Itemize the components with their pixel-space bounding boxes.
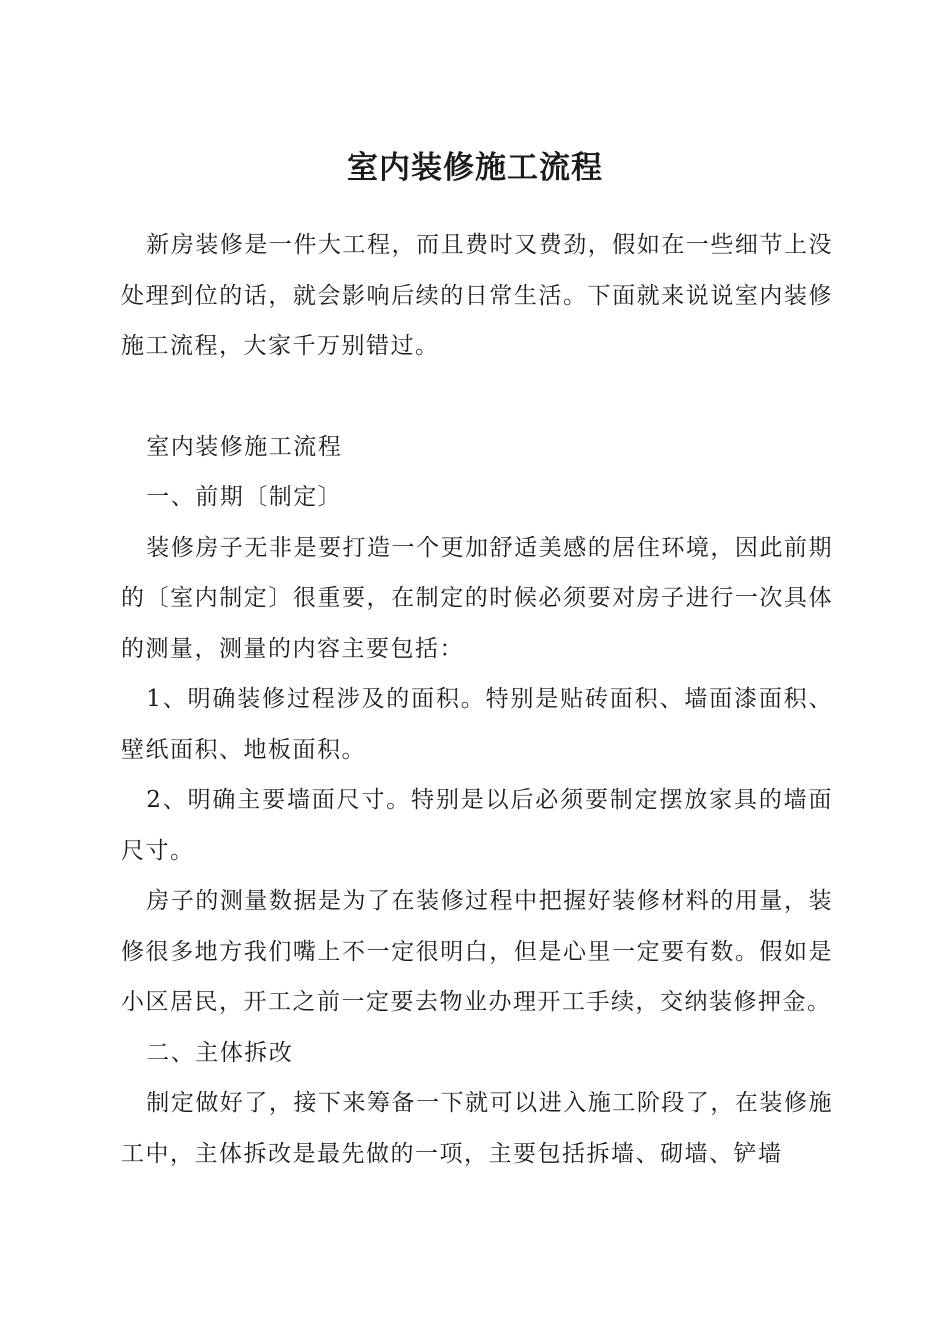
list-item-2: 2、明确主要墙面尺寸。特别是以后必须要制定摆放家具的墙面尺寸。 <box>121 787 833 864</box>
subsection-heading-2: 二、主体拆改 <box>146 1039 294 1066</box>
body-paragraph: 房子的测量数据是为了在装修过程中把握好装修材料的用量，装修很多地方我们嘴上不一定很明白，但是心里一定要有数。假如是小区居民，开工之前一定要去物业办理开工手续，交纳装修押金。 <box>121 888 833 1015</box>
document-title: 室内装修施工流程 <box>347 150 603 186</box>
body-paragraph: 制定做好了，接下来筹备一下就可以进入施工阶段了，在装修施工中，主体拆改是最先做的一项，主要包括拆墙、砌墙、铲墙 <box>121 1090 833 1167</box>
subsection-heading-1: 一、前期〔制定〕 <box>146 484 343 510</box>
list-item-1: 1、明确装修过程涉及的面积。特别是贴砖面积、墙面漆面积、壁纸面积、地板面积。 <box>121 686 833 763</box>
document-body <box>121 220 833 1179</box>
intro-paragraph: 新房装修是一件大工程，而且费时又费劲，假如在一些细节上没处理到位的话，就会影响后续的日常生活。下面就来说说室内装修施工流程，大家千万别错过。 <box>121 232 833 359</box>
body-paragraph: 装修房子无非是要打造一个更加舒适美感的居住环境，因此前期的〔室内制定〕很重要，在制定的时候必须要对房子进行一次具体的测量，测量的内容主要包括： <box>121 534 833 662</box>
section-heading: 室内装修施工流程 <box>146 433 343 460</box>
